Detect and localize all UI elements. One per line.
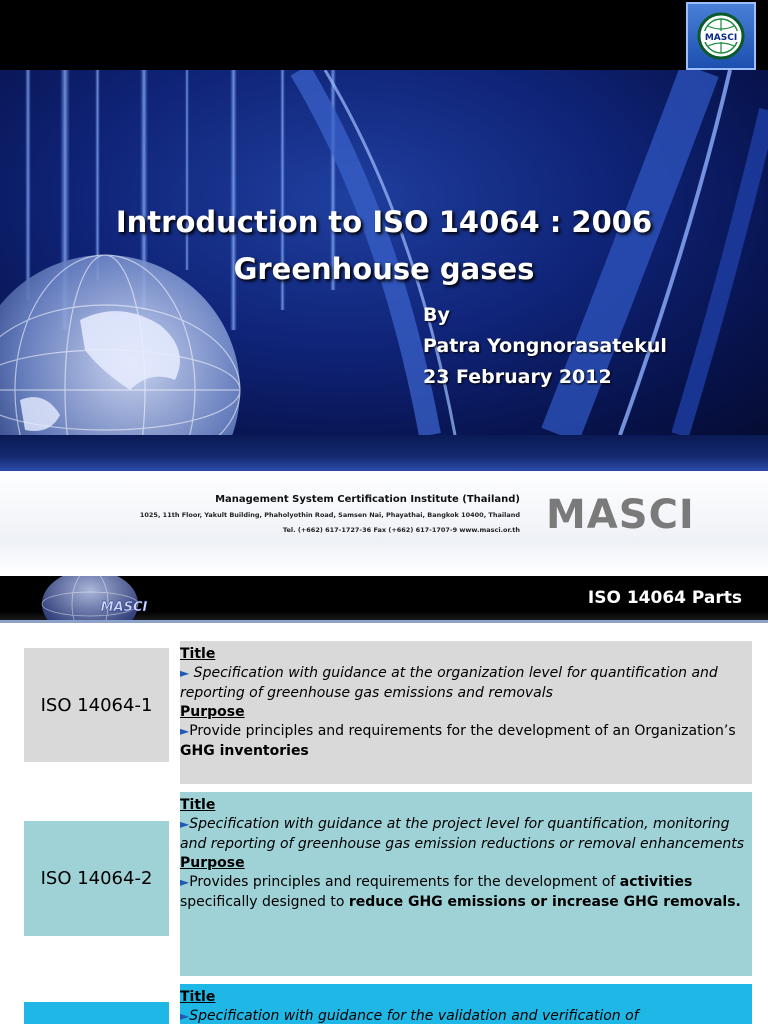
title-heading: Title (180, 989, 216, 1005)
title-heading: Title (180, 646, 216, 662)
hero-banner (0, 70, 768, 435)
purpose-bullet (180, 721, 744, 761)
institute-contact: Tel. (+662) 617-1727-36 Fax (+662) 617-1707-9 www.masci.or.th (282, 526, 520, 534)
part-label-14064-3 (24, 1002, 169, 1024)
right-triangle-arrow-icon: ► (180, 817, 190, 831)
slide-title: ISO 14064 Parts (587, 588, 742, 608)
title-bullet (180, 1006, 744, 1024)
purpose-heading: Purpose (180, 704, 245, 720)
parts-slide (0, 576, 768, 1024)
right-triangle-arrow-icon: ► (180, 724, 190, 738)
badge-text: MASCI (704, 33, 738, 43)
masci-wordmark-logo: MASCI (546, 492, 695, 538)
institute-address: 1025, 11th Floor, Yakult Building, Phaholyothin Road, Samsen Nai, Phayathai, Bangkok 10400, Thailand (139, 511, 520, 519)
purpose-bold-text: activities (619, 874, 693, 890)
header-rule (0, 620, 768, 623)
purpose-bold-text-2: reduce GHG emissions or increase GHG removals. (348, 894, 741, 910)
title-text: Specification with guidance for the validation and verification of (189, 1008, 639, 1024)
part-label-14064-1: ISO 14064-1 (24, 648, 169, 762)
title-text: Specification with guidance at the project level for quantification, monitoring and reporting of greenhouse gas emission reductions or removal enhancements (180, 816, 744, 852)
purpose-heading: Purpose (180, 855, 245, 871)
title-text: Specification with guidance at the organization level for quantification and reporting of greenhouse gas emissions and removals (180, 665, 718, 701)
part-description-14064-1 (180, 641, 752, 784)
header-logo-text: MASCI (100, 600, 148, 615)
right-triangle-arrow-icon: ► (180, 1009, 190, 1023)
globe-logo-icon (688, 4, 754, 68)
purpose-text: Provide principles and requirements for the development of an Organization’s (189, 723, 736, 739)
globe-header-icon (0, 576, 220, 620)
purpose-text: Provides principles and requirements for the development of (189, 874, 620, 890)
masci-badge-logo (686, 2, 756, 70)
institute-name: Management System Certification Institute (Thailand) (215, 494, 520, 505)
part-description-14064-2 (180, 792, 752, 976)
part-label-14064-2: ISO 14064-2 (24, 821, 169, 936)
dark-strip (0, 435, 768, 471)
by-label: By (423, 304, 450, 326)
purpose-bullet (180, 872, 744, 912)
purpose-text-mid: specifically designed to (180, 894, 349, 910)
author-name: Patra Yongnorasatekul (423, 335, 667, 357)
purpose-bold-text: GHG inventories (180, 743, 309, 759)
right-triangle-arrow-icon: ► (180, 875, 190, 889)
part-description-14064-3 (180, 984, 752, 1024)
presentation-title-line1: Introduction to ISO 14064 : 2006 (115, 205, 653, 239)
slide-header (0, 576, 768, 620)
presentation-title-line2: Greenhouse gases (233, 252, 535, 286)
top-bar (0, 0, 768, 70)
presentation-date: 23 February 2012 (423, 366, 612, 388)
right-triangle-arrow-icon: ► (180, 666, 190, 680)
title-heading: Title (180, 797, 216, 813)
title-bullet (180, 663, 744, 703)
title-bullet (180, 814, 744, 854)
